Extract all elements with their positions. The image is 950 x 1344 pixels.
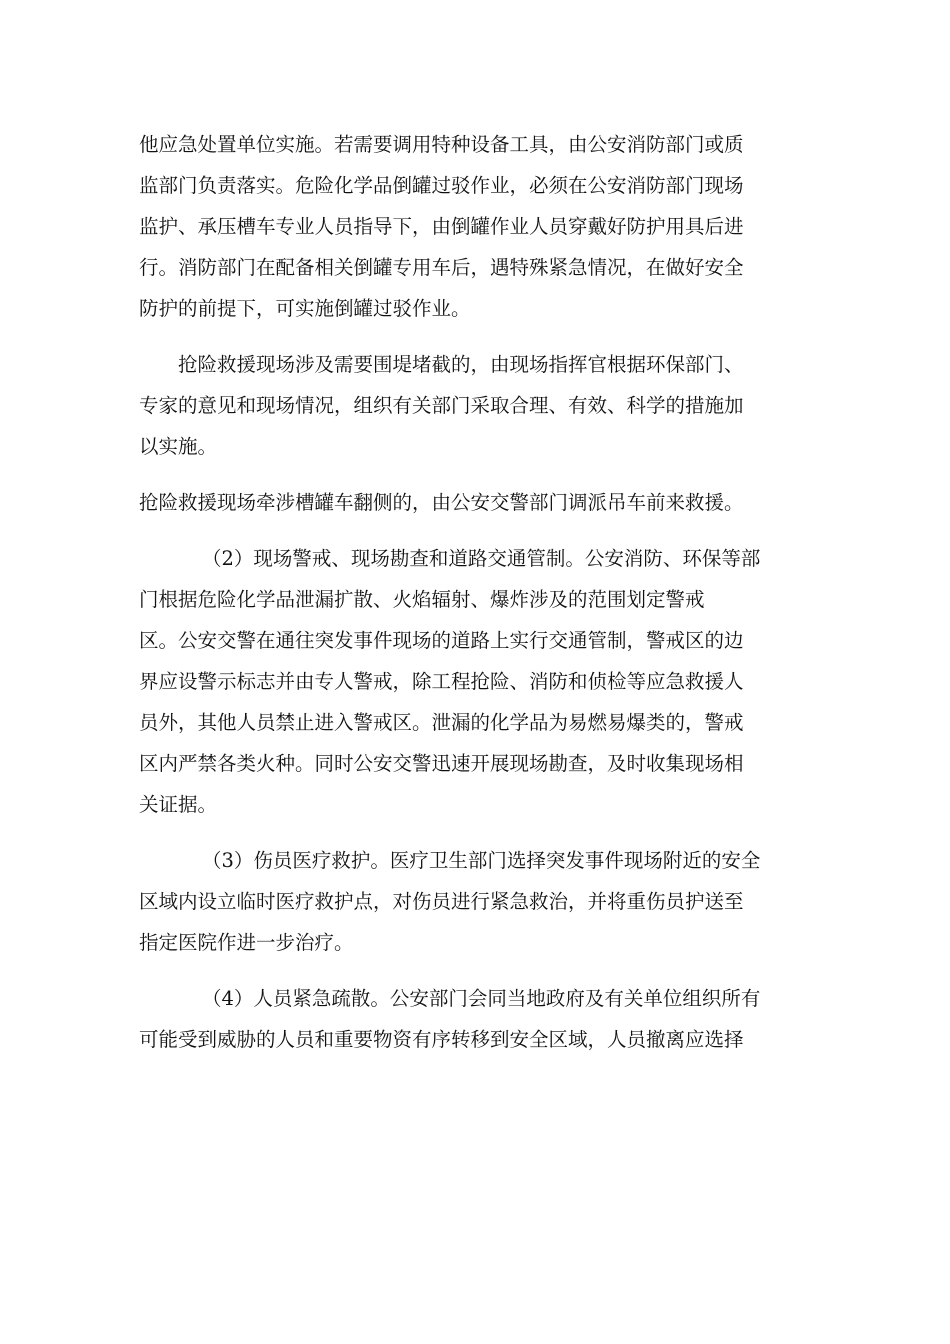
text-line: 抢险救援现场涉及需要围堤堵截的，由现场指挥官根据环保部门、 bbox=[178, 353, 744, 376]
text-line: 专家的意见和现场情况，组织有关部门采取合理、有效、科学的措施加 bbox=[139, 394, 744, 417]
text-line: 可能受到威胁的人员和重要物资有序转移到安全区域，人员撤离应选择 bbox=[139, 1028, 744, 1051]
paragraph-cordon-traffic-control bbox=[139, 538, 809, 825]
text-line: （4）人员紧急疏散。公安部门会同当地政府及有关单位组织所有 bbox=[202, 987, 761, 1010]
text-line: 区内严禁各类火种。同时公安交警迅速开展现场勘查，及时收集现场相 bbox=[139, 752, 744, 775]
text-line: （2）现场警戒、现场勘查和道路交通管制。公安消防、环保等部 bbox=[202, 547, 761, 570]
text-line: 指定医院作进一步治疗。 bbox=[139, 931, 354, 954]
text-line: 关证据。 bbox=[139, 793, 218, 816]
text-line: 界应设警示标志并由专人警戒，除工程抢险、消防和侦检等应急救援人 bbox=[139, 670, 744, 693]
document-body bbox=[139, 124, 809, 1075]
text-line: 防护的前提下，可实施倒罐过驳作业。 bbox=[139, 297, 471, 320]
paragraph-disposal-units bbox=[139, 124, 809, 329]
text-line: （3）伤员医疗救护。医疗卫生部门选择突发事件现场附近的安全 bbox=[202, 849, 761, 872]
paragraph-tanker-rollover bbox=[139, 482, 809, 523]
text-line: 监部门负责落实。危险化学品倒罐过驳作业，必须在公安消防部门现场 bbox=[139, 174, 744, 197]
text-line: 他应急处置单位实施。若需要调用特种设备工具，由公安消防部门或质 bbox=[139, 133, 744, 156]
text-line: 以实施。 bbox=[139, 435, 218, 458]
text-line: 区。公安交警在通往突发事件现场的道路上实行交通管制，警戒区的边 bbox=[139, 629, 744, 652]
text-line: 监护、承压槽车专业人员指导下，由倒罐作业人员穿戴好防护用具后进 bbox=[139, 215, 744, 238]
text-line: 员外，其他人员禁止进入警戒区。泄漏的化学品为易燃易爆类的，警戒 bbox=[139, 711, 744, 734]
text-line: 区域内设立临时医疗救护点，对伤员进行紧急救治，并将重伤员护送至 bbox=[139, 890, 744, 913]
text-line: 抢险救援现场牵涉槽罐车翻侧的，由公安交警部门调派吊车前来救援。 bbox=[139, 491, 744, 514]
paragraph-medical-rescue bbox=[139, 840, 809, 963]
paragraph-embankment bbox=[139, 344, 809, 467]
text-line: 门根据危险化学品泄漏扩散、火焰辐射、爆炸涉及的范围划定警戒 bbox=[139, 588, 705, 611]
text-line: 行。消防部门在配备相关倒罐专用车后，遇特殊紧急情况，在做好安全 bbox=[139, 256, 744, 279]
paragraph-evacuation bbox=[139, 978, 809, 1060]
